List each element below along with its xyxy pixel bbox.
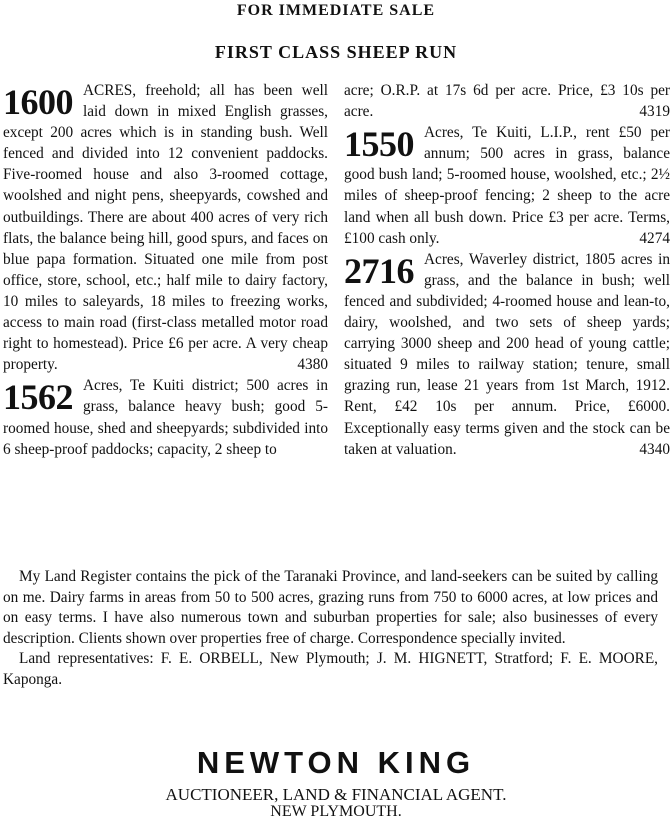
land-representatives: Land representatives: F. E. ORBELL, New Plymouth; J. M. HIGNETT, Stratford; F. E. MOORE, Kaponga. [3, 650, 658, 688]
listing-1550 [344, 122, 670, 249]
listing-2716 [344, 249, 670, 460]
header-line-2: FIRST CLASS SHEEP RUN [214, 42, 458, 62]
listing-continuation: acre; O.R.P. at 17s 6d per acre. Price, £3 10s per acre. [344, 82, 670, 121]
brand-location: NEW PLYMOUTH. [270, 803, 402, 820]
listing-acreage: 1550 [344, 124, 414, 165]
listing-text: Acres, Waverley district, 1805 acres in grass, and the balance in bush; well fenced and subdivided; 4-roomed house and lean-to, dairy, woolshed, and two sets of sheep yards; carrying 3000 sheep and 200 head of young cattle; situated 9 miles to railway station; tenure, small grazing run, lease 21 years from 1st March, 1912. Rent, £42 10s per annum. Price, £6000. Exceptionally easy terms given and the stock can be taken at valuation. [344, 250, 670, 458]
listing-ref: 4319 [639, 103, 670, 121]
left-column [3, 80, 328, 460]
brand-name: NEWTON KING [196, 745, 476, 780]
listing-ref: 4340 [639, 440, 670, 458]
register-text: My Land Register contains the pick of the Taranaki Province, and land-seekers can be suited by calling on me. Dairy farms in areas from 50 to 500 acres, grazing runs from 750 to 6000 acres, at low prices and on easy terms. I have also numerous town and suburban properties for sale; also businesses of every description. Clients shown over properties free of charge. Correspondence specially invited. [3, 568, 658, 647]
land-register-notice [3, 567, 658, 690]
listing-text: Acres, Te Kuiti, L.I.P., rent £50 per annum; 500 acres in grass, balance good bush land; 5-roomed house, woolshed, etc.; 2½ miles of sheep-proof fencing; 2 sheep to the acre land when all bush down. Price £3 per acre. Terms, £100 cash only. [344, 124, 670, 247]
listing-acreage: 1600 [3, 82, 73, 122]
listing-text: Acres, Te Kuiti district; 500 acres in grass, balance heavy bush; good 5-roomed house, shed and sheepyards; subdivided into 6 sheep-proof paddocks; capacity, 2 sheep to [3, 377, 328, 458]
listing-1600 [3, 80, 328, 375]
listing-ref: 4380 [297, 356, 328, 374]
listing-1562 [3, 375, 328, 459]
listing-acreage: 2716 [344, 250, 414, 291]
listing-acreage: 1562 [3, 377, 73, 418]
listing-text: ACRES, freehold; all has been well laid down in mixed English grasses, except 200 acres which is in standing bush. Well fenced and divided into 12 convenient paddocks. Five-roomed house and also 3-roomed cottage, woolshed and night pens, sheepyards, cowshed and outbuildings. There are about 400 acres of very rich flats, the balance being hill, good spurs, and faces on blue papa formation. Situated one mile from post office, store, school, etc.; half mile to dairy factory, 10 miles to saleyards, 18 miles to freezing works, access to main road (first-class metalled motor road right to homestead). Price £6 per acre. A very cheap property. [3, 82, 328, 374]
listing-1562-continued [344, 80, 670, 122]
header-line-1: FOR IMMEDIATE SALE [236, 2, 436, 19]
brand-title: AUCTIONEER, LAND & FINANCIAL AGENT. [165, 785, 507, 804]
right-column [344, 80, 670, 460]
listing-ref: 4274 [639, 229, 670, 247]
